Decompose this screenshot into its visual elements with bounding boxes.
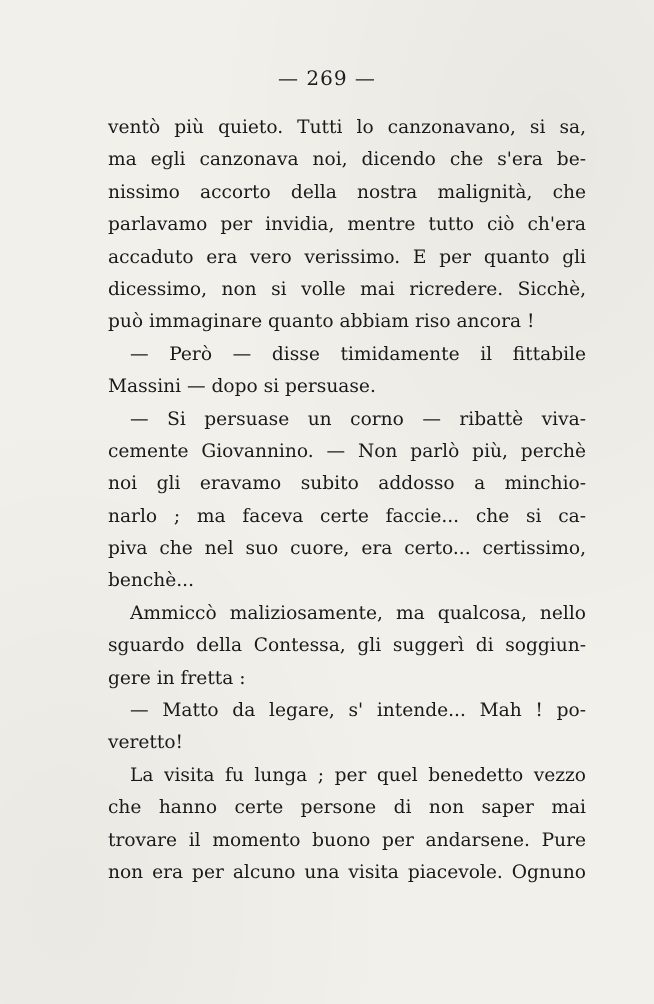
- text-line: gere in fretta :: [108, 667, 246, 689]
- text-line: — Però — disse timidamente il fittabile: [130, 343, 586, 365]
- text-line: accaduto era vero verissimo. E per quanto gli: [108, 246, 586, 268]
- text-line: nissimo accorto della nostra malignità, che: [108, 181, 586, 203]
- text-line: La visita fu lunga ; per quel benedetto vezzo: [130, 764, 586, 786]
- text-line: dicessimo, non si volle mai ricredere. Sicchè,: [108, 278, 586, 300]
- body-text: [108, 112, 586, 889]
- text-line: piva che nel suo cuore, era certo... certissimo,: [108, 538, 586, 560]
- text-line: — Matto da legare, s' intende... Mah ! po-: [130, 700, 586, 722]
- text-line: ma egli canzonava noi, dicendo che s'era be-: [108, 149, 586, 171]
- text-line: ventò più quieto. Tutti lo canzonavano, si sa,: [108, 117, 586, 138]
- text-line: sguardo della Contessa, gli suggerì di soggiun-: [108, 635, 586, 657]
- text-line: — Si persuase un corno — ribattè viva-: [130, 408, 586, 430]
- text-line: parlavamo per invidia, mentre tutto ciò ch'era: [108, 214, 586, 236]
- text-line: veretto!: [108, 732, 184, 754]
- text-line: trovare il momento buono per andarsene. Pure: [108, 829, 586, 851]
- page-number: — 269 —: [278, 66, 376, 90]
- text-line: cemente Giovannino. — Non parlò più, perchè: [108, 440, 586, 462]
- text-line: benchè...: [108, 570, 195, 592]
- text-line: non era per alcuno una visita piacevole. Ognuno: [108, 861, 586, 883]
- text-line: noi gli eravamo subito addosso a minchio-: [108, 473, 586, 495]
- text-line: che hanno certe persone di non saper mai: [108, 797, 586, 819]
- text-line: Massini — dopo si persuase.: [108, 376, 376, 398]
- text-line: può immaginare quanto abbiam riso ancora !: [108, 311, 535, 333]
- text-line: Ammiccò maliziosamente, ma qualcosa, nello: [130, 602, 586, 624]
- text-line: narlo ; ma faceva certe faccie... che si ca-: [108, 505, 586, 527]
